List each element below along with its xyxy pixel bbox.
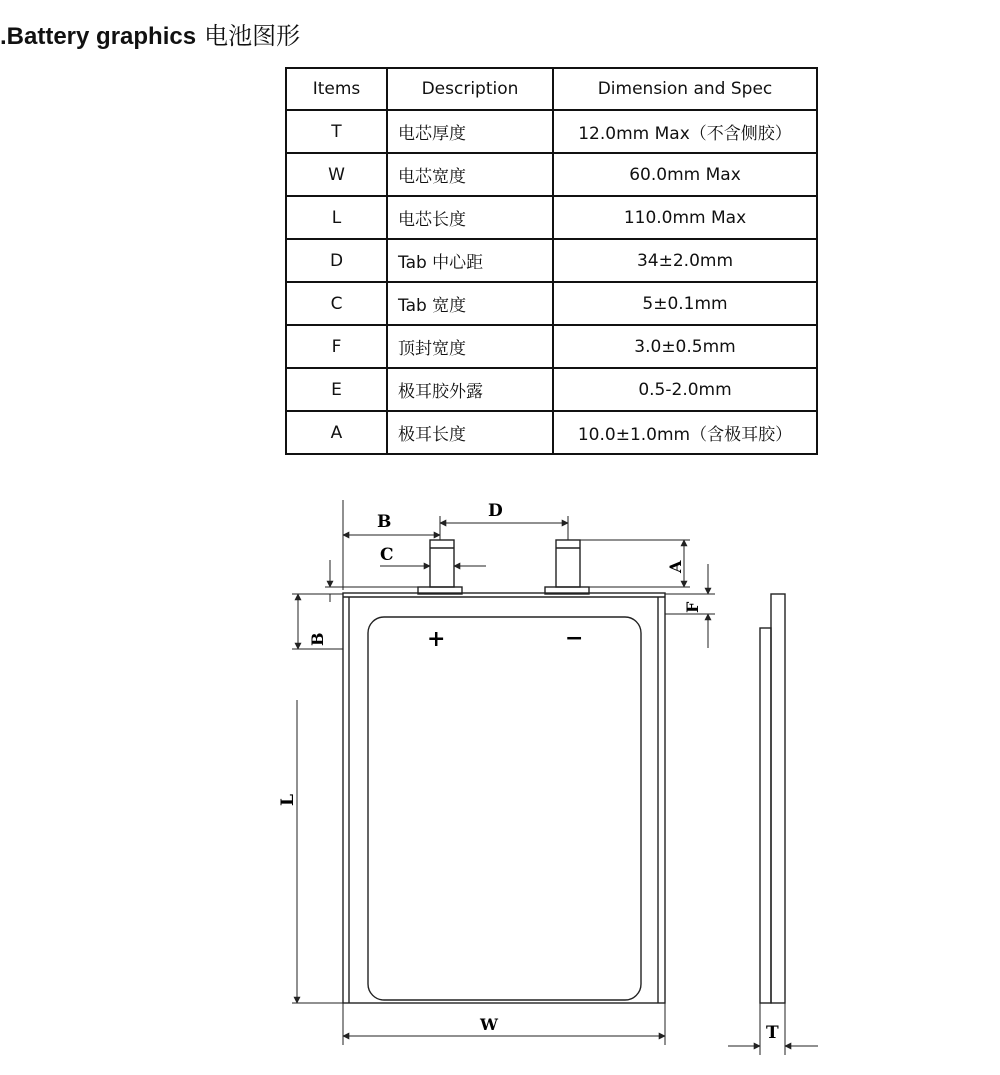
row-description: 电芯长度	[387, 196, 553, 239]
row-spec: 12.0mm Max（不含侧胶）	[553, 110, 817, 153]
row-spec: 3.0±0.5mm	[553, 325, 817, 368]
row-description: 极耳胶外露	[387, 368, 553, 411]
label-b-top: B	[377, 512, 392, 532]
label-w: W	[480, 1015, 498, 1034]
tab-positive	[430, 540, 454, 587]
label-a: A	[666, 560, 685, 573]
negative-terminal-sign: −	[565, 625, 584, 651]
label-l: L	[278, 794, 298, 806]
row-spec: 0.5-2.0mm	[553, 368, 817, 411]
tab-negative	[556, 540, 580, 587]
row-item: E	[286, 368, 387, 411]
row-description: 极耳长度	[387, 411, 553, 454]
row-item: F	[286, 325, 387, 368]
row-spec: 10.0±1.0mm（含极耳胶）	[553, 411, 817, 454]
battery-outer-body	[343, 593, 665, 1003]
row-item: A	[286, 411, 387, 454]
header-description: Description	[387, 68, 553, 110]
header-dimension: Dimension and Spec	[553, 68, 817, 110]
row-description: 电芯宽度	[387, 153, 553, 196]
row-item: C	[286, 282, 387, 325]
label-f: F	[683, 601, 702, 613]
header-items: Items	[286, 68, 387, 110]
row-item: W	[286, 153, 387, 196]
row-item: L	[286, 196, 387, 239]
label-d: D	[488, 501, 503, 521]
row-spec: 34±2.0mm	[553, 239, 817, 282]
row-item: D	[286, 239, 387, 282]
battery-cell-pocket	[368, 617, 641, 1000]
section-heading-en: .Battery graphics	[0, 23, 197, 50]
label-c: C	[380, 545, 394, 565]
positive-terminal-sign: +	[427, 626, 446, 652]
row-spec: 5±0.1mm	[553, 282, 817, 325]
row-description: 电芯厚度	[387, 110, 553, 153]
section-heading-cn: 电池图形	[204, 22, 301, 50]
row-description: 顶封宽度	[387, 325, 553, 368]
side-view-body	[771, 594, 785, 1003]
row-spec: 110.0mm Max	[553, 196, 817, 239]
row-description: Tab 中心距	[387, 239, 553, 282]
side-view-glue	[760, 628, 771, 1003]
row-spec: 60.0mm Max	[553, 153, 817, 196]
row-item: T	[286, 110, 387, 153]
label-b-side: B	[308, 632, 327, 646]
label-t: T	[766, 1023, 779, 1043]
row-description: Tab 宽度	[387, 282, 553, 325]
